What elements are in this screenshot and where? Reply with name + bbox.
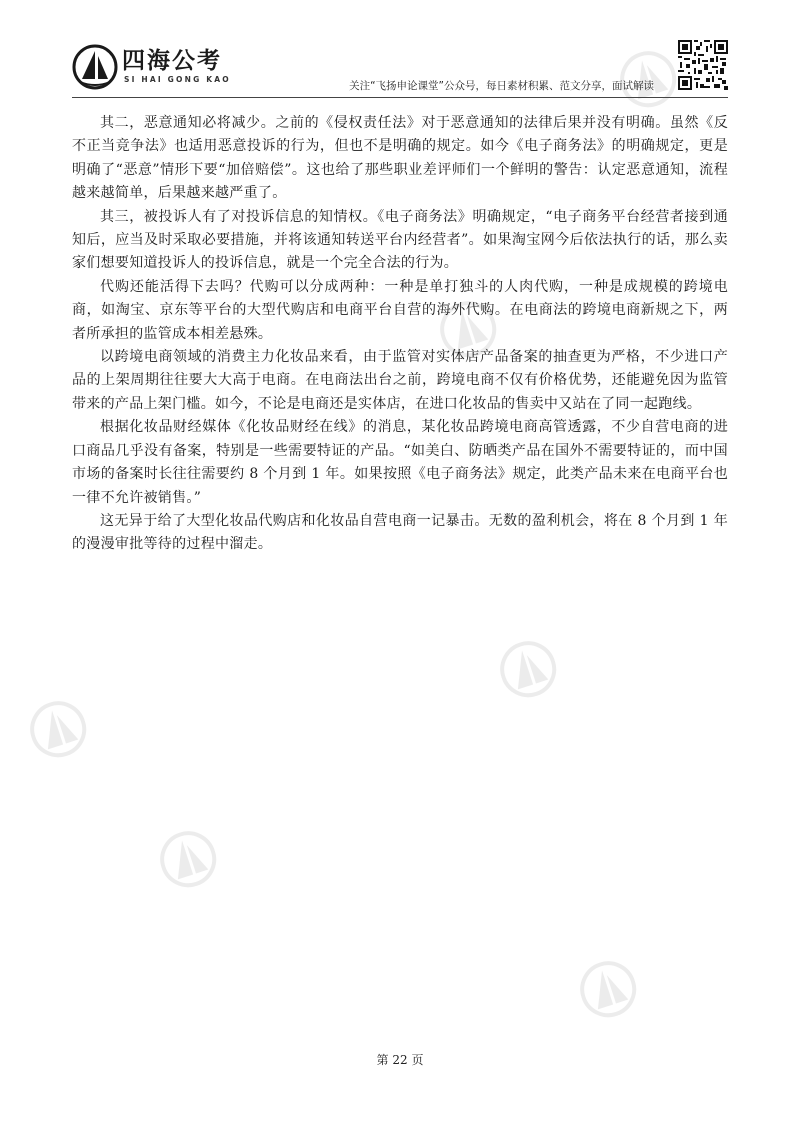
watermark-logo [493, 631, 571, 704]
paragraph: 其三，被投诉人有了对投诉信息的知情权。《电子商务法》明确规定，“电子商务平台经营者接到通知后，应当及时采取必要措施，并将该通知转送平台内经营者”。如果淘宝网今后依法执行的话，那么卖家们想要知道投诉人的投诉信息，就是一个完全合法的行为。 [72, 208, 728, 272]
qr-code-icon [678, 40, 728, 90]
page-number: 第 22 页 [376, 1053, 424, 1067]
watermark-sail-icon [23, 694, 94, 765]
sail-logo-icon [72, 44, 118, 90]
brand-name: 四海公考 [122, 48, 222, 74]
paragraph: 以跨境电商领域的消费主力化妆品来看，由于监管对实体店产品备案的抽查更为严格，不少进口产品的上架周期往往要大大高于电商。在电商法出台之前，跨境电商不仅有价格优势，还能避免因为监管带来的产品上架门槛。如今，不论是电商还是实体店，在进口化妆品的售卖中又站在了同一起跑线。 [72, 349, 728, 412]
paragraph: 代购还能活得下去吗？代购可以分成两种：一种是单打独斗的人肉代购，一种是成规模的跨境电商，如淘宝、京东等平台的大型代购店和电商平台自营的海外代购。在电商法的跨境电商新规之下，两者所承担的监管成本相差悬殊。 [72, 278, 728, 342]
page-header [72, 38, 728, 98]
watermark-sail-icon [493, 634, 564, 705]
watermark-logo [23, 691, 101, 764]
header-tagline: 关注“飞扬申论课堂”公众号，每日素材积累、范文分享，面试解读 [349, 80, 654, 92]
watermark-logo [153, 821, 231, 894]
article-body [72, 112, 728, 557]
brand-subtitle: SI HAI GONG KAO [124, 75, 231, 84]
watermark-sail-icon [573, 954, 644, 1025]
header-divider [72, 97, 728, 98]
watermark-logo [573, 951, 651, 1024]
paragraph: 根据化妆品财经媒体《化妆品财经在线》的消息，某化妆品跨境电商高管透露，不少自营电商的进口商品几乎没有备案，特别是一些需要特证的产品。“如美白、防晒类产品在国外不需要特证的，而中国市场的备案时长往往需要约 8 个月到 1 年。如果按照《电子商务法》规定，此类产品未来在电商平台也一律不允许被销售。” [72, 419, 728, 506]
brand-logo [72, 44, 272, 90]
paragraph: 其二，恶意通知必将减少。之前的《侵权责任法》对于恶意通知的法律后果并没有明确。虽然《反不正当竞争法》也适用恶意投诉的行为，但也不是明确的规定。如今《电子商务法》的明确规定，更是明确了“恶意”情形下要“加倍赔偿”。这也给了那些职业差评师们一个鲜明的警告：认定恶意通知，流程越来越简单，后果越来越严重了。 [72, 115, 728, 202]
paragraph: 这无异于给了大型化妆品代购店和化妆品自营电商一记暴击。无数的盈利机会，将在 8 个月到 1 年的漫漫审批等待的过程中溜走。 [72, 512, 728, 553]
watermark-sail-icon [153, 824, 224, 895]
